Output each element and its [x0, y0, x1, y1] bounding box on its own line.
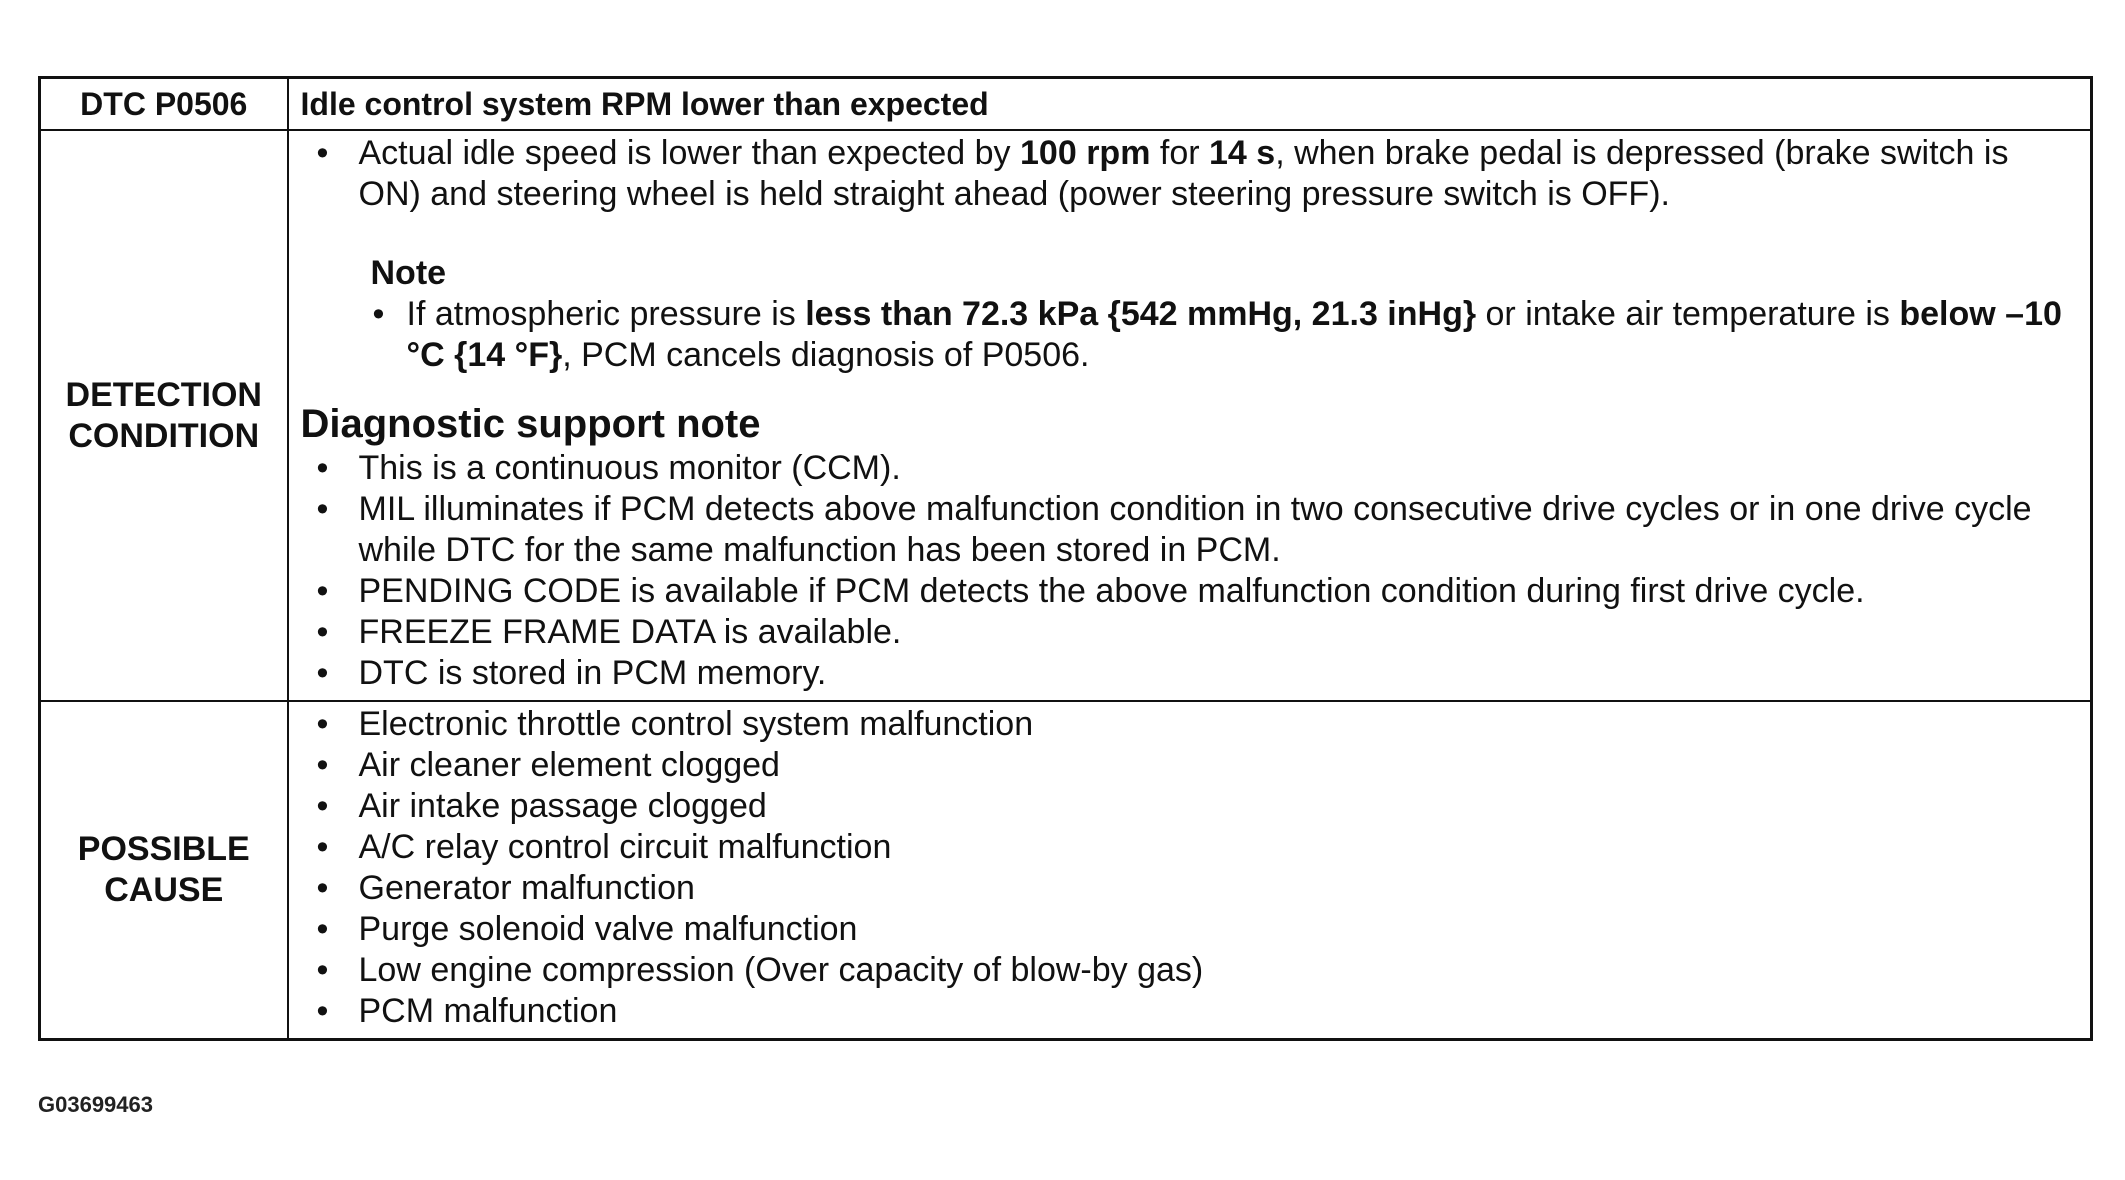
detection-label-line2: CONDITION — [68, 416, 260, 455]
text-segment: Actual idle speed is lower than expected by — [358, 134, 1021, 172]
text-segment: , PCM cancels diagnosis of P0506. — [562, 336, 1090, 374]
note-item — [371, 294, 2079, 376]
figure-id: G03699463 — [38, 1092, 153, 1117]
diagnostic-support-title: Diagnostic support note — [300, 402, 761, 446]
detection-content — [288, 130, 2092, 701]
cause-item: • Low engine compression (Over capacity of blow-by gas) — [301, 950, 2079, 991]
bold-segment: 100 rpm — [1020, 134, 1151, 172]
bold-segment: 14 s — [1209, 134, 1276, 172]
possible-cause-label — [40, 701, 288, 1040]
detection-main-list — [301, 133, 2079, 215]
note-title: Note — [370, 254, 447, 292]
diag-item: • MIL illuminates if PCM detects above malfunction condition in two consecutive drive cycles or in one drive cycle while DTC for the same malfunction has been stored in PCM. — [301, 489, 2079, 571]
cause-item: • PCM malfunction — [301, 991, 2079, 1032]
header-row — [40, 78, 2092, 131]
text-segment: for — [1150, 134, 1209, 172]
note-list — [371, 294, 2079, 376]
cause-item: • Air intake passage clogged — [301, 786, 2079, 827]
detection-label-line1: DETECTION — [65, 375, 262, 414]
detection-row — [40, 130, 2092, 701]
text-segment: or intake air temperature is — [1476, 295, 1900, 333]
detection-main-bullet — [301, 133, 2079, 215]
diag-item: • PENDING CODE is available if PCM detects the above malfunction condition during first drive cycle. — [301, 571, 2079, 612]
possible-cause-content — [288, 701, 2092, 1040]
text-segment: If atmospheric pressure is — [406, 295, 806, 333]
bold-segment: below –10 °C {14 °F} — [406, 295, 2062, 374]
cause-item: • Purge solenoid valve malfunction — [301, 909, 2079, 950]
dtc-code: DTC P0506 — [40, 78, 288, 131]
possible-cause-label-line2: CAUSE — [104, 871, 224, 909]
cause-item: • Electronic throttle control system malfunction — [301, 704, 2079, 745]
bold-segment: less than 72.3 kPa {542 mmHg, 21.3 inHg} — [805, 295, 1477, 333]
note-block — [301, 253, 2079, 376]
cause-item: • A/C relay control circuit malfunction — [301, 827, 2079, 868]
diagnostic-support-list — [301, 448, 2079, 694]
possible-cause-row — [40, 701, 2092, 1040]
cause-item: • Generator malfunction — [301, 868, 2079, 909]
cause-item: • Air cleaner element clogged — [301, 745, 2079, 786]
possible-cause-label-line1: POSSIBLE — [77, 830, 250, 868]
diag-item: • DTC is stored in PCM memory. — [301, 653, 2079, 694]
possible-cause-list — [301, 704, 2079, 1032]
diag-item: • FREEZE FRAME DATA is available. — [301, 612, 2079, 653]
text-segment: , when brake pedal is depressed (brake switch is ON) and steering wheel is held straight ahead (power steering pressure switch is OFF). — [358, 134, 2009, 213]
detection-label — [40, 130, 288, 701]
dtc-table — [38, 76, 2093, 1041]
diag-item: • This is a continuous monitor (CCM). — [301, 448, 2079, 489]
dtc-title: Idle control system RPM lower than expected — [288, 78, 2092, 131]
